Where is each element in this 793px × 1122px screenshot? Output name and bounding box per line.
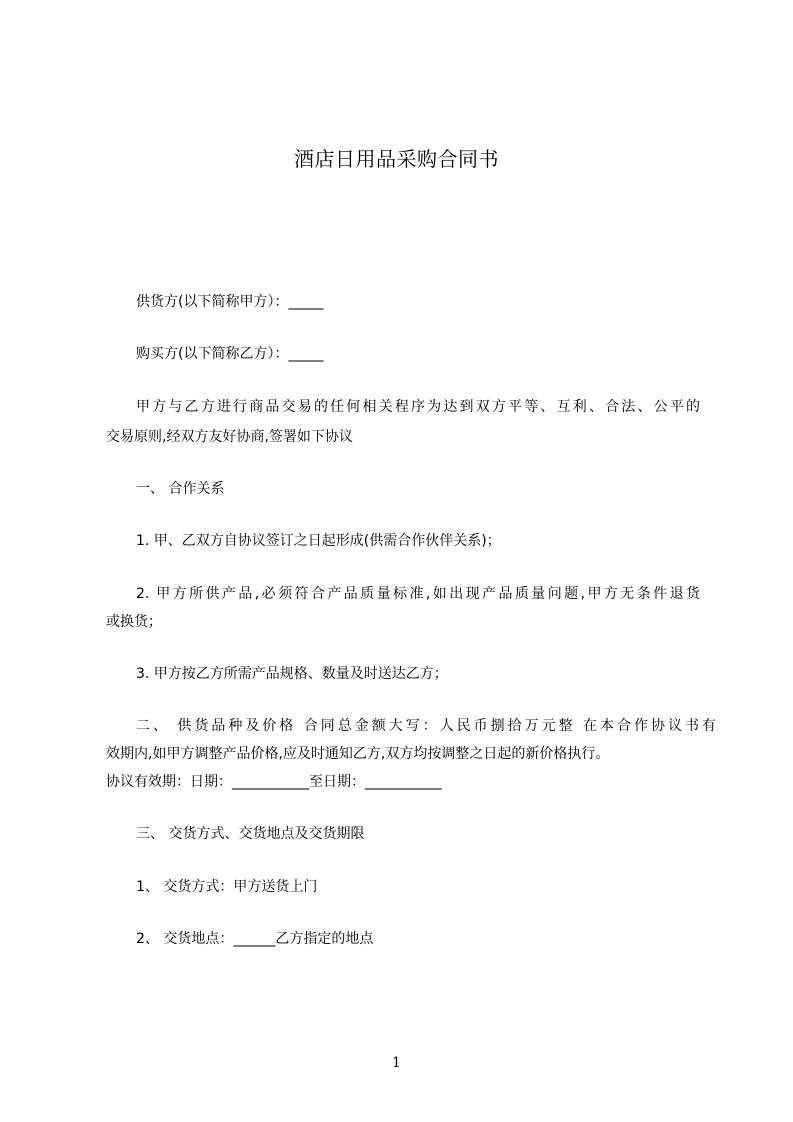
buyer-line: 购买方(以下简称乙方）：_____ xyxy=(136,346,324,362)
section1-heading: 一、 合作关系 xyxy=(136,481,225,497)
section2-line-3: 协议有效期：日期：___________至日期：___________ xyxy=(106,774,442,790)
intro-line-2: 交易原则,经双方友好协商,签署如下协议 xyxy=(106,429,353,445)
intro-line-1: 甲方与乙方进行商品交易的任何相关程序为达到双方平等、互利、合法、公平的 xyxy=(136,399,700,415)
section1-item2-line-1: 2. 甲方所供产品,必须符合产品质量标准,如出现产品质量问题,甲方无条件退货 xyxy=(136,586,700,602)
section1-item3: 3. 甲方按乙方所需产品规格、数量及时送达乙方； xyxy=(136,666,448,682)
section2-line-1: 二、 供货品种及价格 合同总金额大写：人民币捌拾万元整 在本合作协议书有 xyxy=(136,718,716,734)
section3-item1: 1、 交货方式：甲方送货上门 xyxy=(136,879,318,895)
section1-item2-line-2: 或换货； xyxy=(106,614,162,630)
page-number: 1 xyxy=(392,1055,401,1071)
section3-item2: 2、 交货地点：______乙方指定的地点 xyxy=(136,931,374,947)
section3-heading: 三、 交货方式、交货地点及交货期限 xyxy=(136,826,365,842)
section1-item1: 1. 甲、乙双方自协议签订之日起形成(供需合作伙伴关系)； xyxy=(136,533,501,549)
section2-line-2: 效期内,如甲方调整产品价格,应及时通知乙方,双方均按调整之日起的新价格执行。 xyxy=(106,746,610,762)
supplier-line: 供货方(以下简称甲方）：_____ xyxy=(136,294,324,310)
document-title: 酒店日用品采购合同书 xyxy=(294,147,499,171)
